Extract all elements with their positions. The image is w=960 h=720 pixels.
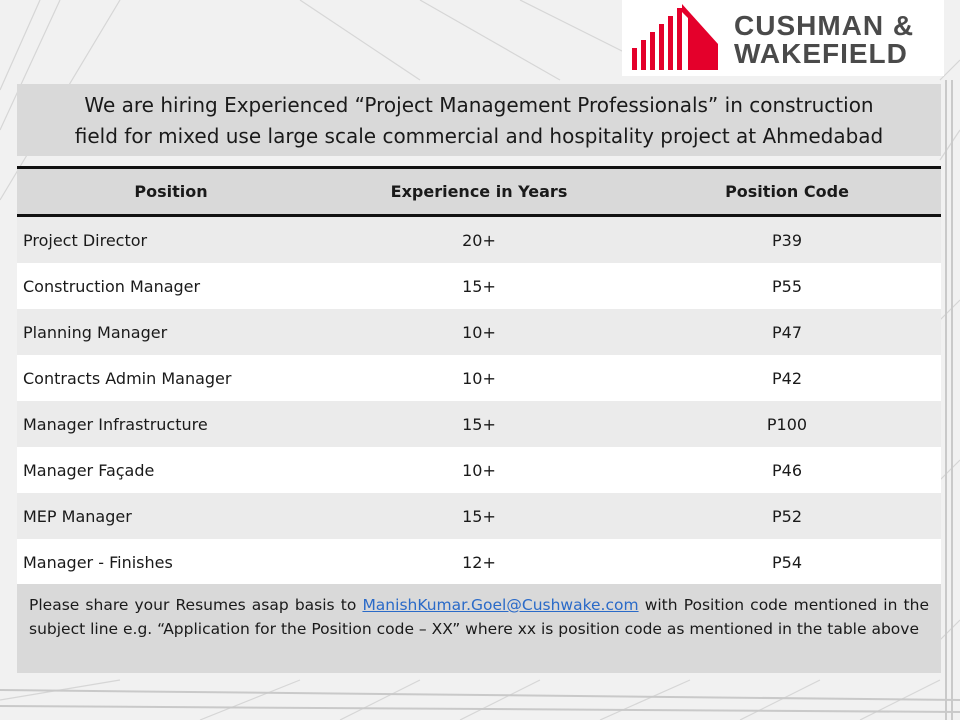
cell-position: Planning Manager [17,309,325,355]
cell-position: Construction Manager [17,263,325,309]
table-row [17,493,941,539]
cell-experience: 15+ [325,493,633,539]
cell-code: P42 [633,355,941,401]
cell-position: Manager Infrastructure [17,401,325,447]
cell-experience: 20+ [325,216,633,264]
brand-name-line2: WAKEFIELD [734,38,908,69]
table-row [17,216,941,264]
table-row [17,539,941,586]
cell-experience: 10+ [325,309,633,355]
building-logo-icon [632,4,722,70]
table-row [17,309,941,355]
cell-experience: 15+ [325,263,633,309]
cell-position: MEP Manager [17,493,325,539]
cell-code: P54 [633,539,941,586]
application-note [17,584,941,673]
cell-position: Contracts Admin Manager [17,355,325,401]
cell-experience: 12+ [325,539,633,586]
table-row [17,263,941,309]
cell-experience: 15+ [325,401,633,447]
cell-position: Project Director [17,216,325,264]
table-header-row [17,168,941,216]
cell-code: P46 [633,447,941,493]
table-row [17,447,941,493]
note-prefix: Please share your Resumes asap basis to [29,596,363,614]
headline-line1: We are hiring Experienced “Project Management Professionals” in construction [84,93,874,117]
cell-code: P47 [633,309,941,355]
cushman-wakefield-logo [622,0,944,76]
header-experience: Experience in Years [325,168,633,216]
cell-position: Manager Façade [17,447,325,493]
note-suffix: with Position code mentioned in the subject line e.g. “Application for the Position code – XX” where xx is position code as mentioned in the table above [29,596,929,638]
cell-code: P39 [633,216,941,264]
hiring-headline [17,84,941,156]
header-position: Position [17,168,325,216]
header-position-code: Position Code [633,168,941,216]
headline-line2: field for mixed use large scale commercial and hospitality project at Ahmedabad [74,124,884,148]
table-row [17,401,941,447]
cell-code: P52 [633,493,941,539]
cell-position: Manager - Finishes [17,539,325,586]
cell-code: P100 [633,401,941,447]
email-link[interactable]: ManishKumar.Goel@Cushwake.com [362,596,639,614]
cell-experience: 10+ [325,355,633,401]
brand-name-line1: CUSHMAN & [734,10,915,41]
table-row [17,355,941,401]
cell-experience: 10+ [325,447,633,493]
cell-code: P55 [633,263,941,309]
positions-table [17,166,941,587]
